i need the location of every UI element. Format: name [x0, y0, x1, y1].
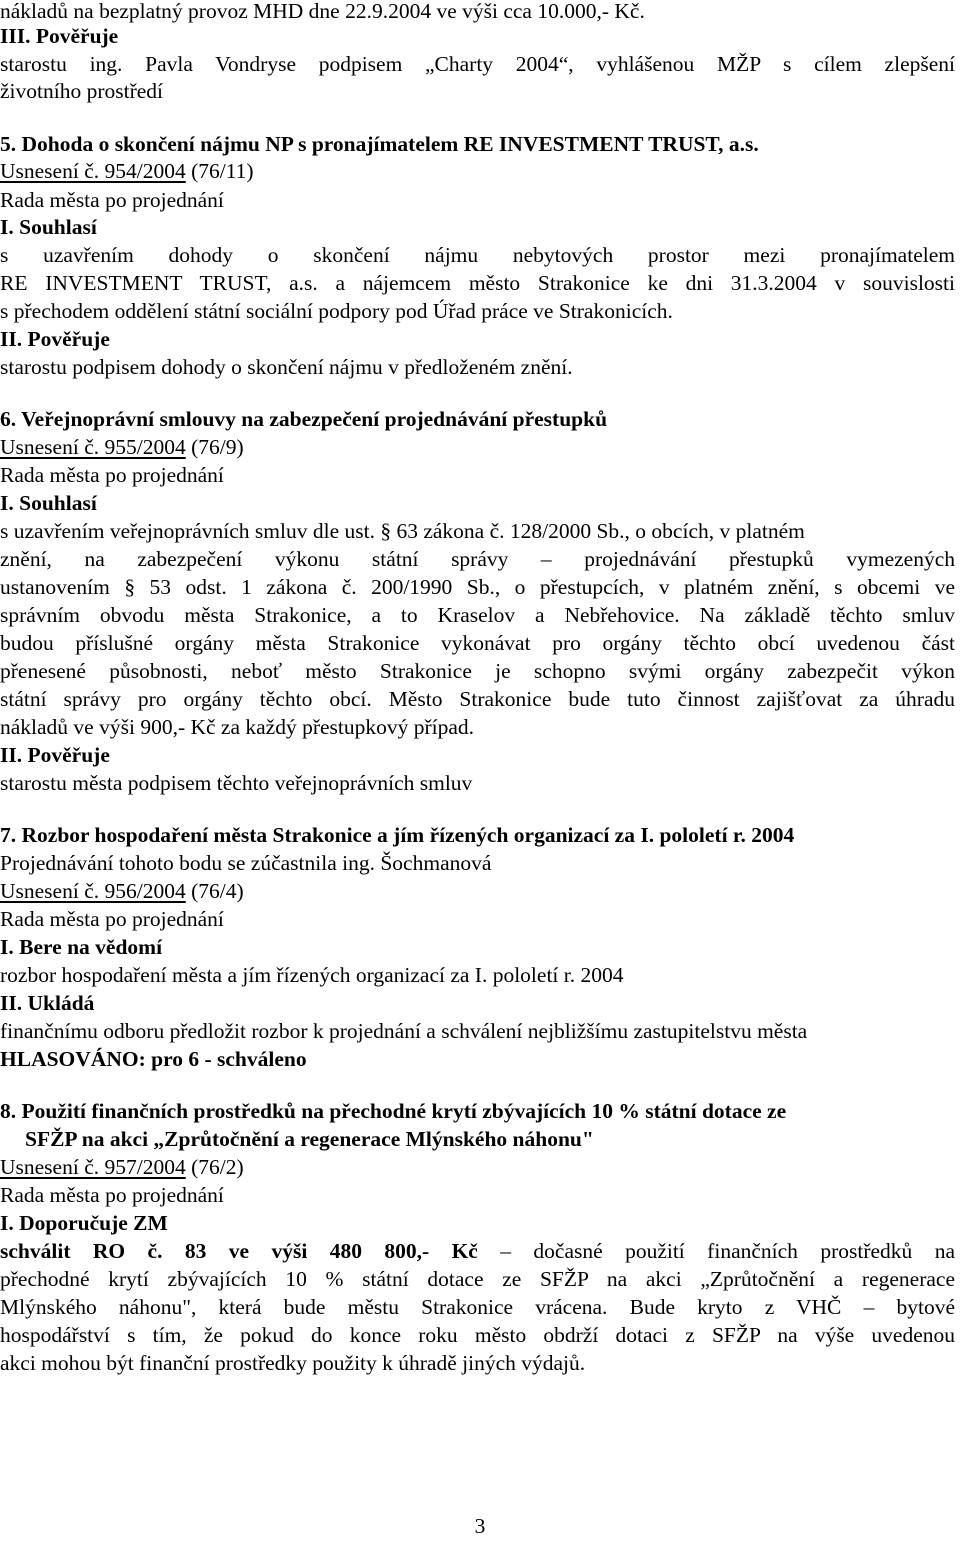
text-line: Rada města po projednání [0, 188, 224, 212]
resolution-session: (76/4) [185, 879, 244, 903]
text-line: starostu podpisem dohody o skončení nájmu v předloženém znění. [0, 355, 573, 379]
section-heading: I. Doporučuje ZM [0, 1211, 168, 1235]
text-line: s uzavřením veřejnoprávních smluv dle ust. § 63 zákona č. 128/2000 Sb., o obcích, v platném [0, 519, 805, 543]
text-line: nákladů na bezplatný provoz MHD dne 22.9.2004 ve výši cca 10.000,- Kč. [0, 0, 645, 23]
resolution-session: (76/11) [185, 159, 254, 183]
agenda-item-title: 5. Dohoda o skončení nájmu NP s pronajímatelem RE INVESTMENT TRUST, a.s. [0, 132, 759, 156]
text-line: Rada města po projednání [0, 1183, 224, 1207]
resolution-number [0, 157, 955, 185]
text-line: přechodné krytí zbývajících 10 % státní dotace ze SFŽP na akci „Zprůtočnění a regenerace [0, 1267, 955, 1291]
resolution-number [0, 877, 955, 905]
text-line: státní správy pro orgány těchto obcí. Město Strakonice bude tuto činnost zajišťovat za úhradu [0, 687, 955, 711]
text-line: starostu ing. Pavla Vondryse podpisem „Charty 2004“, vyhlášenou MŽP s cílem zlepšení [0, 52, 955, 76]
text-line: Projednávání tohoto bodu se zúčastnila ing. Šochmanová [0, 851, 492, 875]
agenda-item-title: 6. Veřejnoprávní smlouvy na zabezpečení projednávání přestupků [0, 407, 608, 431]
text-fragment: – dočasné použití finančních prostředků na [477, 1239, 955, 1263]
agenda-item-title: 8. Použití finančních prostředků na přechodné krytí zbývajících 10 % státní dotace ze [0, 1099, 787, 1123]
text-line: akci mohou být finanční prostředky použity k úhradě jiných výdajů. [0, 1351, 586, 1375]
section-heading: I. Souhlasí [0, 215, 97, 239]
resolution-number [0, 1153, 955, 1181]
resolution-number [0, 433, 955, 461]
text-line: znění, na zabezpečení výkonu státní správy – projednávání přestupků vymezených [0, 547, 955, 571]
text-line [0, 1237, 955, 1265]
section-heading: II. Pověřuje [0, 743, 110, 767]
section-heading: I. Souhlasí [0, 491, 97, 515]
text-line: životního prostředí [0, 79, 164, 103]
resolution-link: Usnesení č. 957/2004 [0, 1155, 186, 1179]
section-heading: II. Pověřuje [0, 327, 110, 351]
agenda-item-title-cont: SFŽP na akci „Zprůtočnění a regenerace Mlýnského náhonu" [25, 1127, 594, 1151]
agenda-item-title: 7. Rozbor hospodaření města Strakonice a jím řízených organizací za I. pololetí r. 2004 [0, 823, 795, 847]
text-line: Rada města po projednání [0, 907, 224, 931]
resolution-session: (76/9) [185, 435, 244, 459]
text-line: Mlýnského náhonu", která bude městu Strakonice vrácena. Bude kryto z VHČ – bytové [0, 1295, 955, 1319]
text-line: rozbor hospodaření města a jím řízených organizací za I. pololetí r. 2004 [0, 963, 624, 987]
page-number: 3 [474, 1514, 486, 1538]
text-line: s uzavřením dohody o skončení nájmu nebytových prostor mezi pronajímatelem [0, 243, 955, 267]
section-heading: I. Bere na vědomí [0, 935, 163, 959]
text-line: Rada města po projednání [0, 463, 224, 487]
text-line: ustanovením § 53 odst. 1 zákona č. 200/1990 Sb., o přestupcích, v platném znění, s obcemi ve [0, 575, 955, 599]
text-line: starostu města podpisem těchto veřejnoprávních smluv [0, 771, 473, 795]
resolution-link: Usnesení č. 955/2004 [0, 435, 186, 459]
text-line: přenesené působnosti, neboť město Strakonice je schopno svými orgány zabezpečit výkon [0, 659, 955, 683]
text-line: finančnímu odboru předložit rozbor k projednání a schválení nejbližšímu zastupitelstvu města [0, 1019, 808, 1043]
section-heading: II. Ukládá [0, 991, 95, 1015]
section-heading: III. Pověřuje [0, 24, 119, 48]
resolution-link: Usnesení č. 954/2004 [0, 159, 186, 183]
text-line: hospodářství s tím, že pokud do konce roku město obdrží dotaci z SFŽP na výše uvedenou [0, 1323, 955, 1347]
text-line: budou příslušné orgány města Strakonice vykonávat pro orgány těchto obcí uvedenou část [0, 631, 955, 655]
vote-result: HLASOVÁNO: pro 6 - schváleno [0, 1047, 307, 1071]
resolution-session: (76/2) [185, 1155, 244, 1179]
text-line: správním obvodu města Strakonice, a to Kraselov a Nebřehovice. Na základě těchto smluv [0, 603, 955, 627]
text-line: nákladů ve výši 900,- Kč za každý přestupkový případ. [0, 715, 475, 739]
text-line: s přechodem oddělení státní sociální podpory pod Úřad práce ve Strakonicích. [0, 299, 673, 323]
resolution-link: Usnesení č. 956/2004 [0, 879, 186, 903]
text-line: RE INVESTMENT TRUST, a.s. a nájemcem město Strakonice ke dni 31.3.2004 v souvislosti [0, 271, 955, 295]
budget-measure: schválit RO č. 83 ve výši 480 800,- Kč [0, 1239, 478, 1263]
